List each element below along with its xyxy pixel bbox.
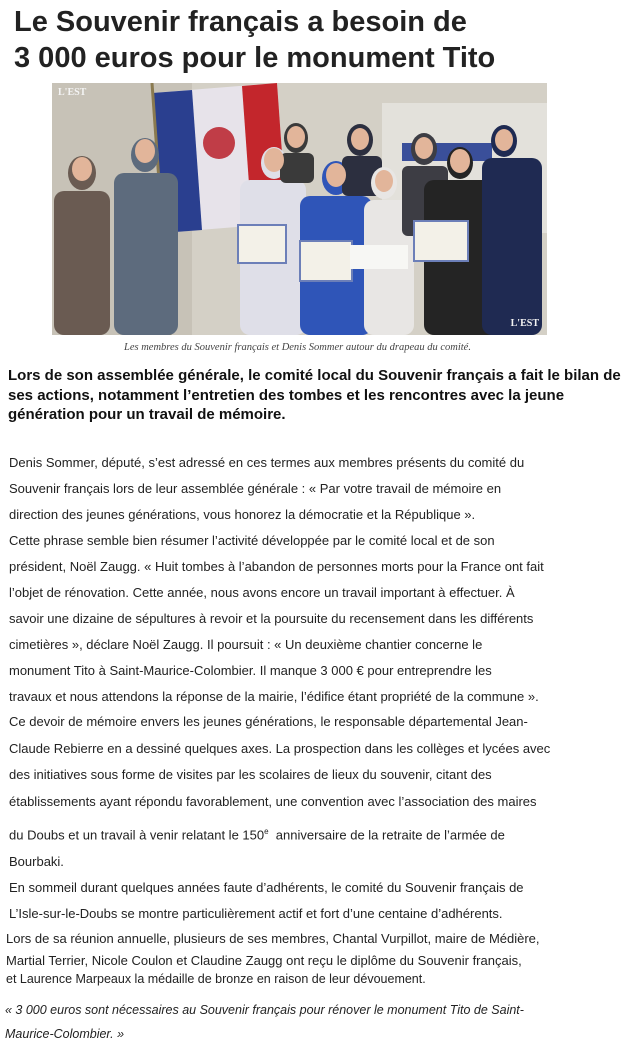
body-paragraph <box>9 709 550 875</box>
body-paragraph <box>9 875 524 927</box>
text-line: Cette phrase semble bien résumer l’activité développée par le comité local et de son <box>9 533 495 548</box>
body-paragraph <box>9 528 544 710</box>
ordinal-suffix: e <box>264 827 269 836</box>
body-paragraph <box>6 928 540 986</box>
text-line: Claude Rebierre en a dessiné quelques axes. La prospection dans les collèges et lycées avec <box>9 740 551 756</box>
group-photo-illustration <box>52 83 547 335</box>
article-headline <box>14 4 495 76</box>
text-line: l’objet de rénovation. Cette année, nous avons encore un travail important à effectuer. À <box>9 585 515 600</box>
pull-quote <box>5 998 524 1046</box>
text-line: En sommeil durant quelques années faute d’adhérents, le comité du Souvenir français de <box>9 880 524 895</box>
text-line: direction des jeunes générations, vous honorez la démocratie et la République ». <box>9 507 476 522</box>
text-line: Ce devoir de mémoire envers les jeunes générations, le responsable départemental Jean- <box>9 714 528 729</box>
photo-watermark: L'EST <box>58 87 87 98</box>
text-line <box>9 819 550 849</box>
text-fragment: du Doubs et un travail à venir relatant le 150 <box>9 827 265 843</box>
text-line: président, Noël Zaugg. « Huit tombes à l’abandon de personnes morts pour la France ont fait <box>9 559 544 574</box>
text-line: savoir une dizaine de sépultures à revoir et la poursuite du recensement dans les différents <box>9 611 534 626</box>
photo-caption: Les membres du Souvenir français et Denis Sommer autour du drapeau du comité. <box>124 342 471 353</box>
text-line: cimetières », déclare Noël Zaugg. Il poursuit : « Un deuxième chantier concerne le <box>9 637 483 652</box>
headline-line-2: 3 000 euros pour le monument Tito <box>14 42 496 74</box>
text-line: des initiatives sous forme de visites par les scolaires de lieux du souvenir, citant des <box>9 767 492 782</box>
text-line: établissements ayant répondu favorablement, une convention avec l’association des maires <box>9 793 537 809</box>
photo-watermark: L'EST <box>510 318 539 329</box>
text-line: Martial Terrier, Nicole Coulon et Claudine Zaugg ont reçu le diplôme du Souvenir français, <box>6 953 522 968</box>
text-line: Lors de sa réunion annuelle, plusieurs de ses membres, Chantal Vurpillot, maire de Médière, <box>6 931 540 946</box>
headline-line-1: Le Souvenir français a besoin de <box>14 6 467 38</box>
quote-line: Maurice-Colombier. » <box>5 1027 125 1041</box>
text-line: et Laurence Marpeaux la médaille de bronze en raison de leur dévouement. <box>6 972 426 986</box>
text-line: Bourbaki. <box>9 853 64 869</box>
text-fragment: anniversaire de la retraite de l’armée de <box>268 827 505 843</box>
text-line: Souvenir français lors de leur assemblée générale : « Par votre travail de mémoire en <box>9 481 502 496</box>
body-paragraph <box>9 450 524 528</box>
article-lead: Lors de son assemblée générale, le comité local du Souvenir français a fait le bilan de ses actions, notamment l’entretien des tombes et les rencontres avec la jeune génération pour un travail de mémoire. <box>8 367 621 423</box>
article-photo <box>52 83 547 335</box>
text-line: L’Isle-sur-le-Doubs se montre particulièrement actif et fort d’une centaine d’adhérents. <box>9 906 503 921</box>
text-line: Denis Sommer, député, s’est adressé en ces termes aux membres présents du comité du <box>9 455 525 470</box>
text-line: monument Tito à Saint-Maurice-Colombier. Il manque 3 000 € pour entreprendre les <box>9 663 492 678</box>
text-line: travaux et nous attendons la réponse de la mairie, l’édifice étant propriété de la commune ». <box>9 689 539 704</box>
quote-line: « 3 000 euros sont nécessaires au Souvenir français pour rénover le monument Tito de Saint- <box>5 1003 524 1017</box>
